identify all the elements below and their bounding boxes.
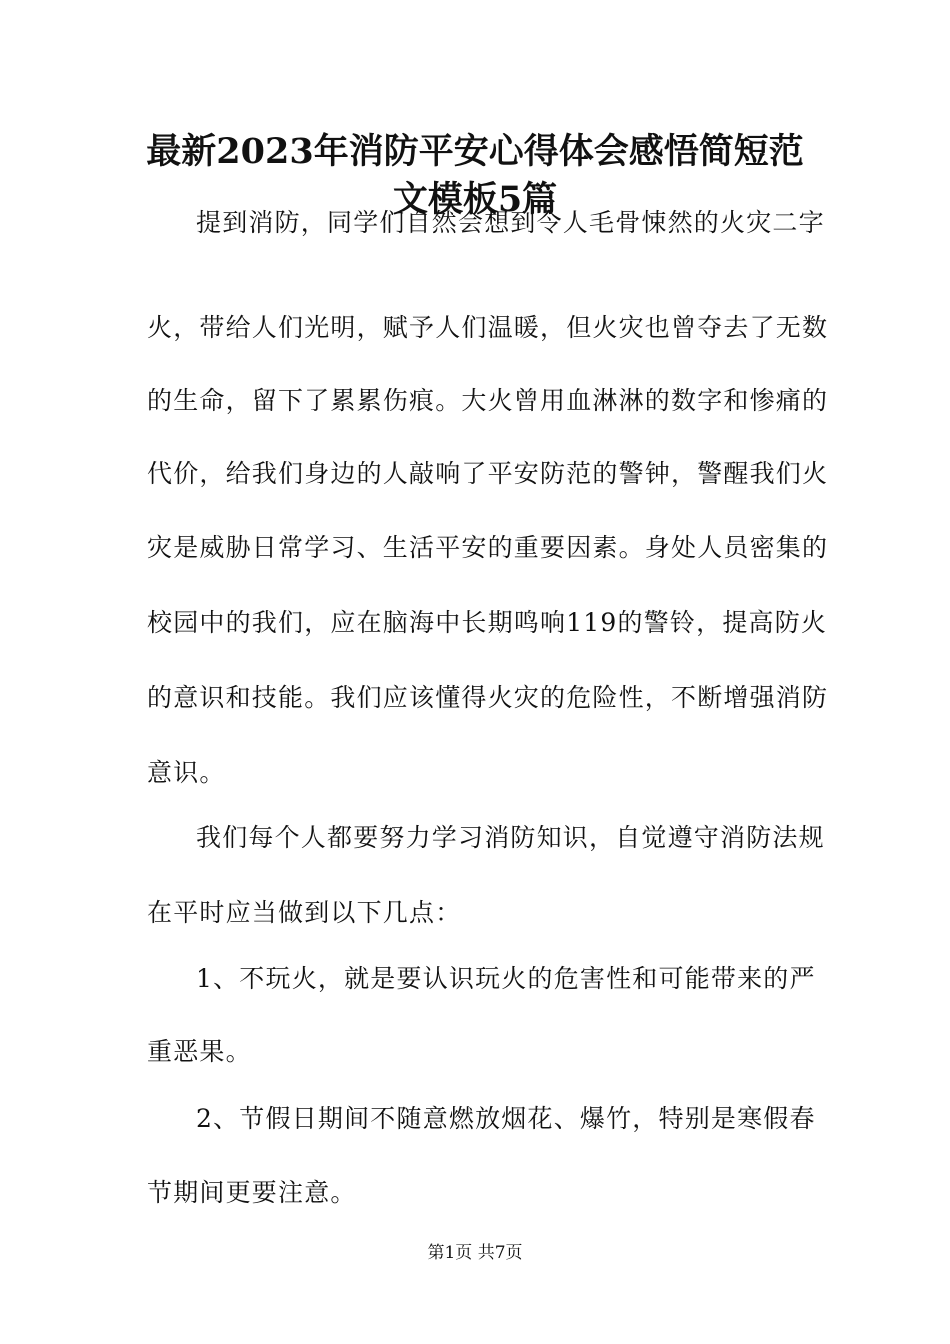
body-line-14: 节期间更要注意。 xyxy=(147,1178,357,1207)
body-line-2: 火，带给人们光明，赋予人们温暖，但火灾也曾夺去了无数 xyxy=(147,313,829,342)
title-line-1: 最新2023年消防平安心得体会感悟简短范 xyxy=(146,131,804,172)
title-line-2: 文模板5篇 xyxy=(392,179,558,220)
body-line-7: 的意识和技能。我们应该懂得火灾的危险性，不断增强消防 xyxy=(147,683,829,712)
body-line-12: 重恶果。 xyxy=(147,1037,252,1066)
body-line-13: 2、节假日期间不随意燃放烟花、爆竹，特别是寒假春 xyxy=(196,1104,816,1133)
body-line-9: 我们每个人都要努力学习消防知识，自觉遵守消防法规 xyxy=(196,823,825,852)
body-line-5: 灾是威胁日常学习、生活平安的重要因素。身处人员密集的 xyxy=(147,533,829,562)
body-line-1: 提到消防，同学们自然会想到令人毛骨悚然的火灾二字 xyxy=(196,208,825,237)
body-line-4: 代价，给我们身边的人敲响了平安防范的警钟，警醒我们火 xyxy=(147,459,829,488)
body-line-10: 在平时应当做到以下几点： xyxy=(147,898,462,927)
page-number-footer: 第1页 共7页 xyxy=(427,1243,523,1263)
body-line-8: 意识。 xyxy=(147,758,226,787)
body-line-3: 的生命，留下了累累伤痕。大火曾用血淋淋的数字和惨痛的 xyxy=(147,386,829,415)
body-line-11: 1、不玩火，就是要认识玩火的危害性和可能带来的严 xyxy=(196,964,816,993)
body-line-6: 校园中的我们，应在脑海中长期鸣响119的警铃，提高防火 xyxy=(147,608,828,637)
